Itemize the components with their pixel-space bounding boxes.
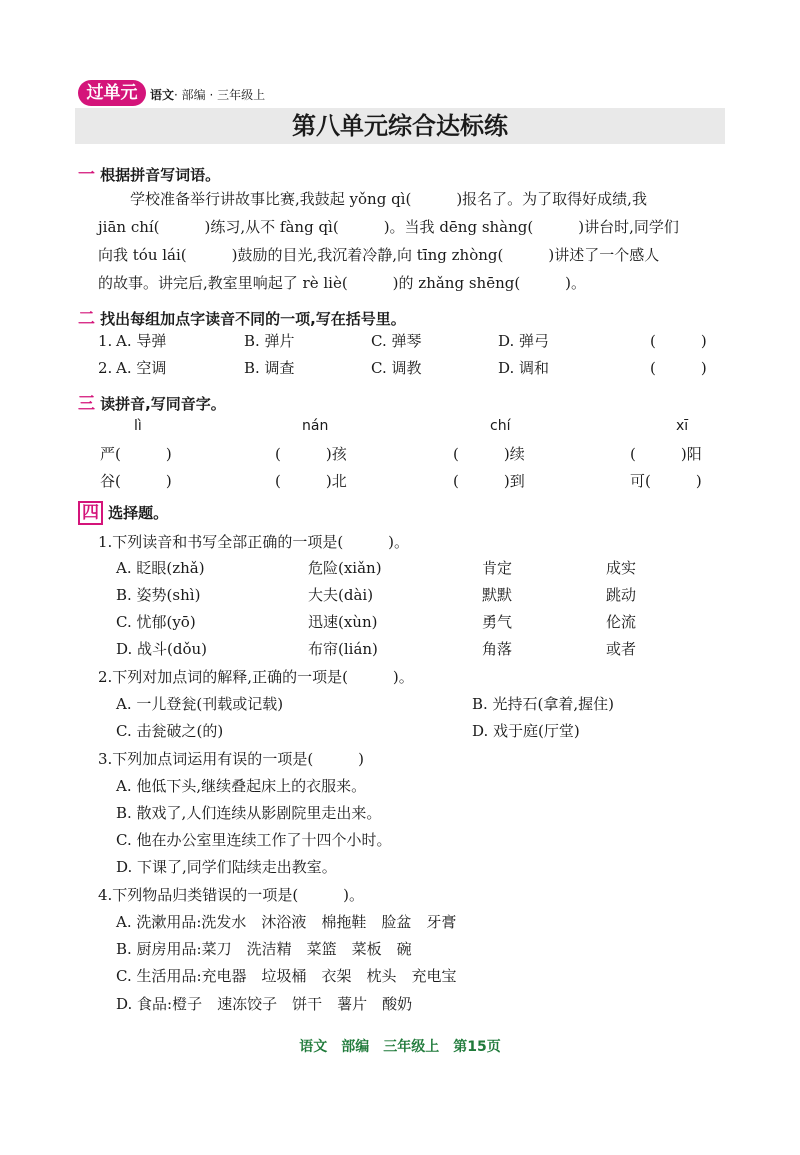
q4-stem: 4.下列物品归类错误的一项是( )。 bbox=[98, 886, 365, 904]
q1-a-3: 肯定 bbox=[482, 559, 513, 577]
q1-b-3: 默默 bbox=[482, 586, 513, 604]
q1-b-1: B. 姿势(shì) bbox=[116, 586, 201, 604]
q1-d-3: 角落 bbox=[482, 640, 513, 658]
section-1-title: 根据拼音写词语。 bbox=[100, 166, 221, 184]
s2-row-2-a: A. 空调 bbox=[116, 359, 167, 377]
q4-option-d: D. 食品:橙子 速冻饺子 饼干 薯片 酸奶 bbox=[116, 995, 413, 1013]
s1-line-1: 学校准备举行讲故事比赛,我鼓起 yǒng qì( )报名了。为了取得好成绩,我 bbox=[130, 190, 647, 208]
section-4-heading bbox=[78, 502, 168, 523]
s3-r2-c2: ( )北 bbox=[275, 472, 347, 490]
s2-row-2 bbox=[98, 358, 707, 378]
s2-row-2-d: D. 调和 bbox=[498, 359, 550, 377]
q1-c-4: 伦流 bbox=[606, 613, 637, 631]
section-3-number: 三 bbox=[78, 394, 95, 414]
q1-c-3: 勇气 bbox=[482, 613, 513, 631]
s2-row-1 bbox=[98, 331, 707, 351]
q1-d-1: D. 战斗(dǒu) bbox=[116, 640, 208, 658]
section-4-number: 四 bbox=[78, 501, 103, 525]
section-4-title: 选择题。 bbox=[108, 504, 169, 522]
s2-row-1-d: D. 弹弓 bbox=[498, 332, 550, 350]
q3-option-d: D. 下课了,同学们陆续走出教室。 bbox=[116, 858, 337, 876]
page-title: 第八单元综合达标练 bbox=[292, 112, 508, 140]
s3-pinyin-2: nán bbox=[302, 418, 329, 434]
q4-option-b: B. 厨房用品:菜刀 洗洁精 菜篮 菜板 碗 bbox=[116, 940, 412, 958]
page-footer: 语文 部编 三年级上 第15页 bbox=[299, 1039, 501, 1055]
section-1-heading bbox=[78, 160, 220, 185]
s2-row-2-b: B. 调查 bbox=[244, 359, 295, 377]
s3-pinyin-3: chí bbox=[490, 418, 511, 434]
s2-row-2-c: C. 调教 bbox=[371, 359, 422, 377]
q2-option-c: C. 击瓮破之(的) bbox=[116, 722, 224, 740]
s2-row-1-a: A. 导弹 bbox=[116, 332, 167, 350]
s3-r1-c3: ( )续 bbox=[453, 445, 525, 463]
q3-option-c: C. 他在办公室里连续工作了十四个小时。 bbox=[116, 831, 392, 849]
section-3-heading bbox=[78, 389, 226, 414]
s2-row-1-answer: ( ) bbox=[650, 332, 707, 350]
s3-r1-c4: ( )阳 bbox=[630, 445, 702, 463]
q2-stem: 2.下列对加点词的解释,正确的一项是( )。 bbox=[98, 668, 414, 686]
s3-r1-c2: ( )孩 bbox=[275, 445, 347, 463]
q4-option-a: A. 洗漱用品:洗发水 沐浴液 棉拖鞋 脸盆 牙膏 bbox=[116, 913, 457, 931]
q1-a-4: 成实 bbox=[606, 559, 637, 577]
s2-row-2-answer: ( ) bbox=[650, 359, 707, 377]
section-1-number: 一 bbox=[78, 165, 95, 185]
unit-badge: 过单元 bbox=[78, 80, 146, 106]
section-3-title: 读拼音,写同音字。 bbox=[100, 395, 226, 413]
section-2-number: 二 bbox=[78, 309, 95, 329]
s3-pinyin-4: xī bbox=[676, 418, 689, 434]
subject-detail: · 部编 · 三年级上 bbox=[174, 88, 266, 102]
q1-a-2: 危险(xiǎn) bbox=[308, 559, 382, 577]
q3-option-a: A. 他低下头,继续叠起床上的衣服来。 bbox=[116, 777, 367, 795]
s3-pinyin-1: lì bbox=[134, 418, 142, 434]
section-2-heading bbox=[78, 304, 406, 329]
q2-option-a: A. 一儿登瓮(刊载或记载) bbox=[116, 695, 284, 713]
q2-option-d: D. 戏于庭(厅堂) bbox=[472, 722, 580, 740]
s2-row-1-b: B. 弹片 bbox=[244, 332, 295, 350]
q3-option-b: B. 散戏了,人们连续从影剧院里走出来。 bbox=[116, 804, 382, 822]
s1-line-4: 的故事。讲完后,教室里响起了 rè liè( )的 zhǎng shēng( )。 bbox=[98, 274, 587, 292]
q1-stem: 1.下列读音和书写全部正确的一项是( )。 bbox=[98, 533, 410, 551]
q1-a-1: A. 眨眼(zhǎ) bbox=[116, 559, 205, 577]
q1-c-1: C. 忧郁(yō) bbox=[116, 613, 196, 631]
s3-r2-c1: 谷( ) bbox=[100, 472, 172, 490]
q4-option-c: C. 生活用品:充电器 垃圾桶 衣架 枕头 充电宝 bbox=[116, 967, 457, 985]
q3-stem: 3.下列加点词运用有误的一项是( ) bbox=[98, 750, 365, 768]
s3-r2-c4: 可( ) bbox=[630, 472, 702, 490]
s3-r2-c3: ( )到 bbox=[453, 472, 525, 490]
q2-option-b: B. 光持石(拿着,握住) bbox=[472, 695, 615, 713]
q1-d-4: 或者 bbox=[606, 640, 637, 658]
section-2-title: 找出每组加点字读音不同的一项,写在括号里。 bbox=[100, 310, 406, 328]
s2-row-1-c: C. 弹琴 bbox=[371, 332, 422, 350]
subject-label bbox=[150, 86, 265, 103]
q1-c-2: 迅速(xùn) bbox=[308, 613, 378, 631]
s1-line-3: 向我 tóu lái( )鼓励的目光,我沉着冷静,向 tīng zhòng( )讲述了一个感人 bbox=[98, 246, 660, 264]
s1-line-2: jiān chí( )练习,从不 fàng qì( )。当我 dēng shàng( )讲台时,同学们 bbox=[98, 218, 679, 236]
subject-name: 语文 bbox=[150, 88, 175, 102]
q1-d-2: 布帘(lián) bbox=[308, 640, 378, 658]
s2-row-1-num: 1. bbox=[98, 332, 113, 350]
q1-b-4: 跳动 bbox=[606, 586, 637, 604]
q1-b-2: 大夫(dài) bbox=[308, 586, 374, 604]
s2-row-2-num: 2. bbox=[98, 359, 113, 377]
s3-r1-c1: 严( ) bbox=[100, 445, 172, 463]
